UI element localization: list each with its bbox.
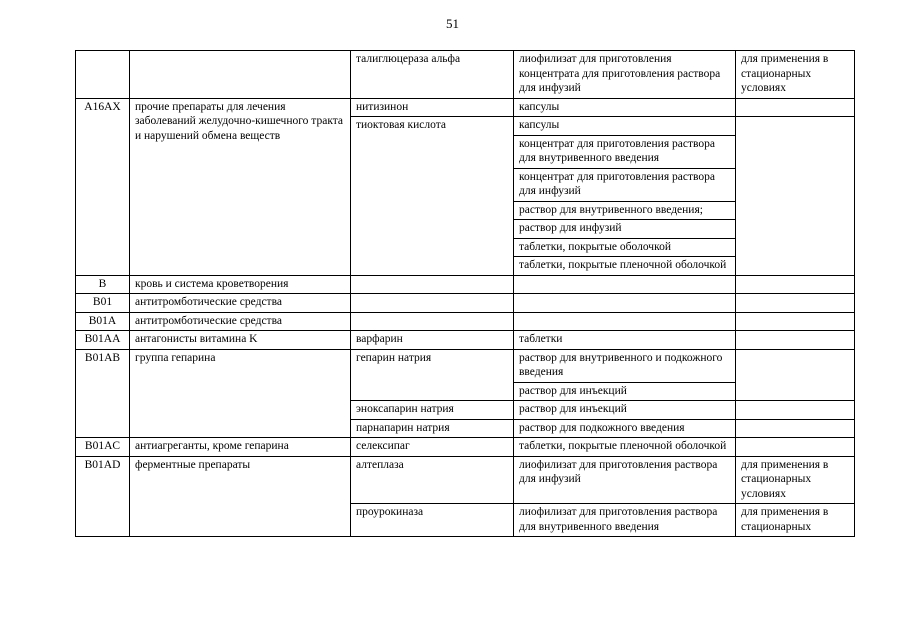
drug-name-cell (351, 294, 514, 313)
dosage-form-cell: раствор для инфузий (514, 220, 736, 239)
atc-code-cell: A16AX (76, 98, 130, 275)
group-name-cell: антитромботические средства (130, 294, 351, 313)
usage-note-cell (736, 117, 855, 276)
drug-name-cell: нитизинон (351, 98, 514, 117)
page-number: 51 (446, 16, 459, 31)
table-row (76, 456, 855, 504)
group-name-cell: антагонисты витамина K (130, 331, 351, 350)
table-row (76, 438, 855, 457)
table-row (76, 51, 855, 99)
drug-list-table (75, 50, 855, 537)
group-name-cell: антитромботические средства (130, 312, 351, 331)
table-row (76, 349, 855, 382)
drug-name-cell (351, 275, 514, 294)
table-row (76, 98, 855, 117)
dosage-form-cell: раствор для инъекций (514, 382, 736, 401)
usage-note-cell (736, 294, 855, 313)
group-name-cell: прочие препараты для лечения заболеваний желудочно-кишечного тракта и нарушений обмена веществ (130, 98, 351, 275)
atc-code-cell: B01AB (76, 349, 130, 438)
group-name-cell: ферментные препараты (130, 456, 351, 537)
dosage-form-cell: капсулы (514, 117, 736, 136)
usage-note-cell (736, 419, 855, 438)
drug-name-cell: талиглюцераза альфа (351, 51, 514, 99)
atc-code-cell (76, 51, 130, 99)
usage-note-cell: для применения в стационарных (736, 504, 855, 537)
table-row (76, 294, 855, 313)
drug-name-cell: эноксапарин натрия (351, 401, 514, 420)
dosage-form-cell: капсулы (514, 98, 736, 117)
drug-name-cell: гепарин натрия (351, 349, 514, 401)
table-row (76, 331, 855, 350)
dosage-form-cell: таблетки, покрытые оболочкой (514, 238, 736, 257)
dosage-form-cell: концентрат для приготовления раствора для инфузий (514, 168, 736, 201)
dosage-form-cell: концентрат для приготовления раствора для внутривенного введения (514, 135, 736, 168)
usage-note-cell: для применения в стационарных условиях (736, 51, 855, 99)
usage-note-cell (736, 331, 855, 350)
atc-code-cell: B (76, 275, 130, 294)
dosage-form-cell (514, 294, 736, 313)
group-name-cell: группа гепарина (130, 349, 351, 438)
drug-name-cell: алтеплаза (351, 456, 514, 504)
usage-note-cell (736, 98, 855, 117)
group-name-cell (130, 51, 351, 99)
table-row (76, 312, 855, 331)
usage-note-cell (736, 312, 855, 331)
usage-note-cell (736, 275, 855, 294)
dosage-form-cell: таблетки, покрытые пленочной оболочкой (514, 257, 736, 276)
dosage-form-cell: раствор для подкожного введения (514, 419, 736, 438)
drug-name-cell: варфарин (351, 331, 514, 350)
dosage-form-cell: лиофилизат для приготовления концентрата для приготовления раствора для инфузий (514, 51, 736, 99)
drug-name-cell: парнапарин натрия (351, 419, 514, 438)
dosage-form-cell: таблетки, покрытые пленочной оболочкой (514, 438, 736, 457)
dosage-form-cell: таблетки (514, 331, 736, 350)
drug-name-cell: тиоктовая кислота (351, 117, 514, 276)
dosage-form-cell: лиофилизат для приготовления раствора для внутривенного введения (514, 504, 736, 537)
dosage-form-cell: лиофилизат для приготовления раствора для инфузий (514, 456, 736, 504)
group-name-cell: кровь и система кроветворения (130, 275, 351, 294)
drug-name-cell (351, 312, 514, 331)
usage-note-cell (736, 349, 855, 401)
usage-note-cell (736, 438, 855, 457)
atc-code-cell: B01 (76, 294, 130, 313)
drug-name-cell: селексипаг (351, 438, 514, 457)
atc-code-cell: B01AA (76, 331, 130, 350)
table-row (76, 275, 855, 294)
drug-name-cell: проурокиназа (351, 504, 514, 537)
atc-code-cell: B01A (76, 312, 130, 331)
atc-code-cell: B01AD (76, 456, 130, 537)
dosage-form-cell: раствор для внутривенного введения; (514, 201, 736, 220)
dosage-form-cell (514, 275, 736, 294)
dosage-form-cell: раствор для инъекций (514, 401, 736, 420)
usage-note-cell (736, 401, 855, 420)
dosage-form-cell (514, 312, 736, 331)
dosage-form-cell: раствор для внутривенного и подкожного введения (514, 349, 736, 382)
group-name-cell: антиагреганты, кроме гепарина (130, 438, 351, 457)
atc-code-cell: B01AC (76, 438, 130, 457)
usage-note-cell: для применения в стационарных условиях (736, 456, 855, 504)
